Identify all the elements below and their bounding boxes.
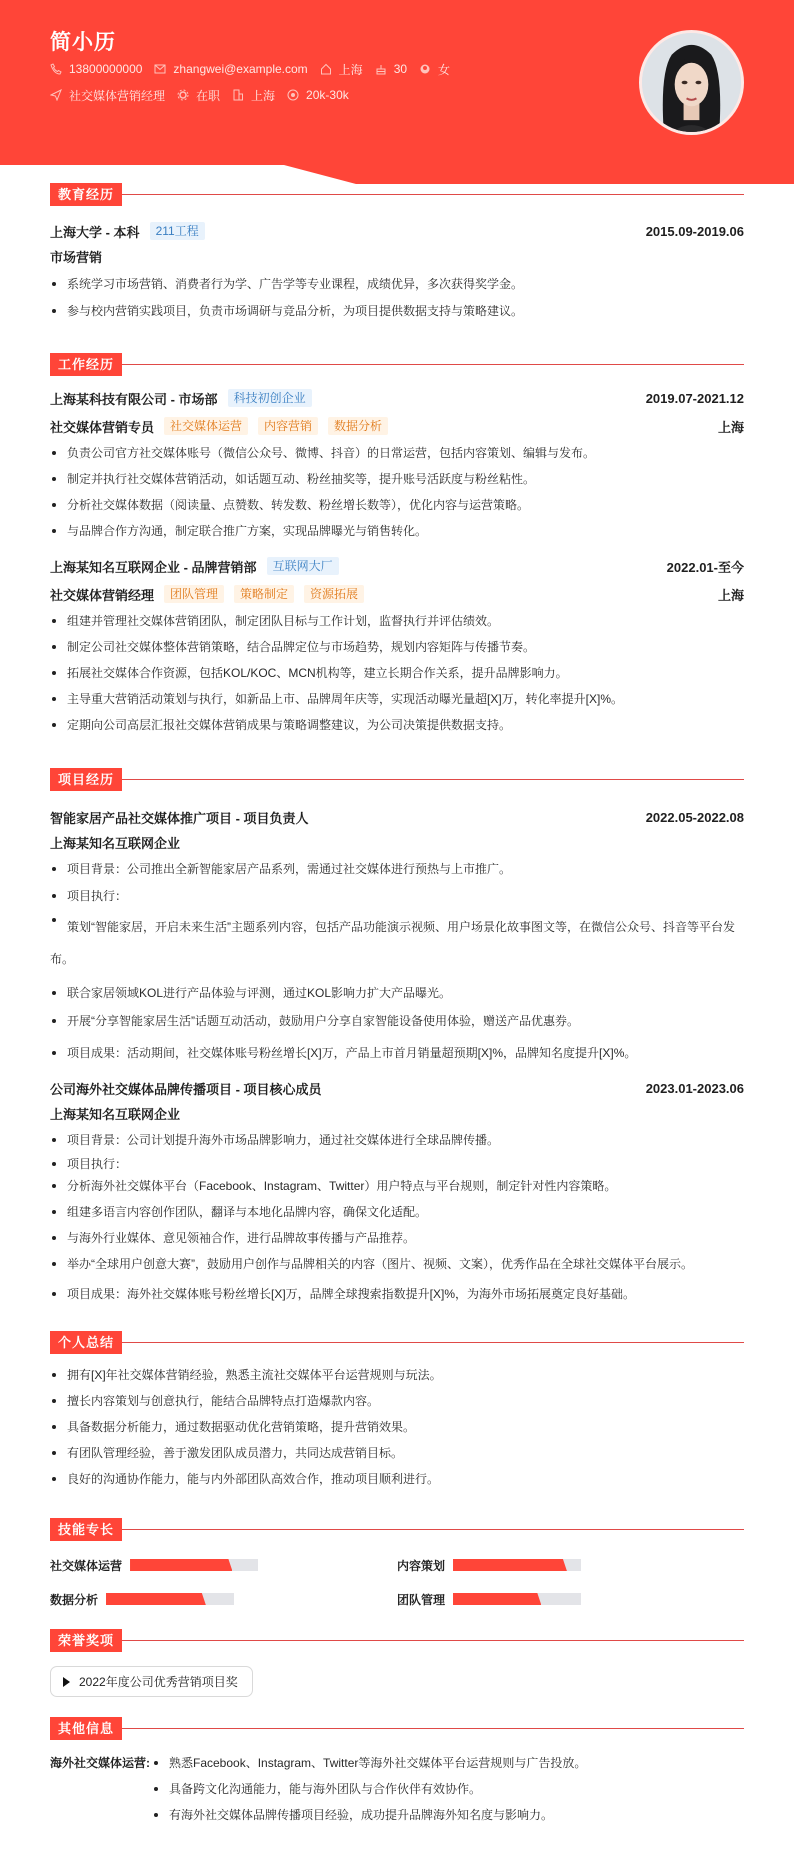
- send-icon: [50, 89, 62, 101]
- job-status: 在职: [196, 88, 221, 103]
- bullet-item: 制定公司社交媒体整体营销策略，结合品牌定位与市场趋势，规划内容矩阵与传播节奏。: [50, 638, 744, 656]
- section-divider: [122, 364, 744, 365]
- section-title-education: [50, 183, 744, 206]
- gender-icon: [419, 63, 431, 75]
- bullet-item: 组建多语言内容创作团队，翻译与本地化品牌内容，确保文化适配。: [50, 1203, 744, 1221]
- role-tag: 社交媒体运营: [164, 417, 248, 435]
- bullet-item: 熟悉Facebook、Instagram、Twitter等海外社交媒体平台运营规则与广告投放。: [152, 1750, 586, 1776]
- job-title: 社交媒体营销专员: [50, 419, 155, 435]
- skill-bar-track: [453, 1593, 581, 1605]
- avatar-photo: [642, 33, 741, 132]
- section-work: [50, 353, 744, 734]
- skill-bar-fill: [130, 1559, 232, 1571]
- section-awards: [50, 1629, 744, 1697]
- skill-item: [397, 1555, 744, 1575]
- bullet-item: 举办“全球用户创意大赛”，鼓励用户创作与品牌相关的内容（图片、视频、文案），优秀作品在全球社交媒体平台展示。: [50, 1255, 744, 1273]
- education-bullets: [50, 275, 744, 320]
- email-address: zhangwei@example.com: [173, 62, 308, 76]
- skill-bar-track: [106, 1593, 234, 1605]
- school-tag: 211工程: [150, 222, 205, 240]
- caret-right-icon: [63, 1677, 70, 1687]
- education-date: 2015.09-2019.06: [645, 223, 744, 239]
- section-title-skills: [50, 1518, 744, 1541]
- job-intent-row: [50, 82, 462, 108]
- work-bullets: [50, 612, 744, 734]
- skill-name: 社交媒体运营: [50, 1558, 123, 1573]
- bullet-item: 项目执行：: [50, 887, 744, 905]
- bullet-item: 组建并管理社交媒体营销团队，制定团队目标与工作计划，监督执行并评估绩效。: [50, 612, 744, 630]
- section-label: 技能专长: [50, 1518, 122, 1541]
- work-location: 上海: [717, 419, 744, 435]
- bullet-item: 项目背景：公司计划提升海外市场品牌影响力，通过社交媒体进行全球品牌传播。: [50, 1131, 744, 1149]
- bullet-item: 具备跨文化沟通能力，能与海外团队与合作伙伴有效协作。: [152, 1776, 586, 1802]
- bullet-item: 与海外行业媒体、意见领袖合作，进行品牌故事传播与产品推荐。: [50, 1229, 744, 1247]
- residence-city: 上海: [338, 62, 363, 77]
- resume-header: [0, 0, 794, 185]
- expected-salary: 20k-30k: [306, 88, 349, 102]
- section-title-work: [50, 353, 744, 376]
- bullet-item: 项目执行：: [50, 1155, 744, 1173]
- skill-item: [397, 1589, 744, 1609]
- gender-value: 女: [438, 62, 451, 77]
- job-status-info: [177, 87, 220, 104]
- section-divider: [122, 1529, 744, 1530]
- resume-body: [50, 183, 744, 1828]
- company-tag: 科技初创企业: [228, 389, 312, 407]
- section-divider: [122, 779, 744, 780]
- section-title-summary: [50, 1331, 744, 1354]
- project-date: 2022.05-2022.08: [645, 809, 744, 825]
- skill-bar-track: [453, 1559, 581, 1571]
- avatar: [639, 30, 744, 135]
- bullet-item: 系统学习市场营销、消费者行为学、广告学等专业课程，成绩优异，多次获得奖学金。: [50, 275, 744, 293]
- section-label: 项目经历: [50, 768, 122, 791]
- project-org: 上海某知名互联网企业: [50, 836, 181, 851]
- section-label: 教育经历: [50, 183, 122, 206]
- section-label: 荣誉奖项: [50, 1629, 122, 1652]
- status-icon: [177, 89, 189, 101]
- home-icon: [320, 63, 332, 75]
- contact-row: [50, 56, 462, 82]
- company-name: 上海某科技有限公司 - 市场部: [50, 391, 218, 407]
- section-education: [50, 183, 744, 320]
- skill-name: 团队管理: [397, 1592, 446, 1607]
- section-title-other: [50, 1717, 744, 1740]
- skill-name: 内容策划: [397, 1558, 446, 1573]
- target-position-info: [50, 87, 165, 104]
- bullet-item: 负责公司官方社交媒体账号（微信公众号、微博、抖音）的日常运营，包括内容策划、编辑与发布。: [50, 444, 744, 462]
- bullet-item: 项目成果：活动期间，社交媒体账号粉丝增长[X]万，产品上市首月销量超预期[X]%，品牌知名度提升[X]%。: [50, 1044, 744, 1062]
- project-name: 智能家居产品社交媒体推广项目 - 项目负责人: [50, 810, 309, 826]
- skill-bar-fill: [106, 1593, 206, 1605]
- bullet-item: 制定并执行社交媒体营销活动，如话题互动、粉丝抽奖等，提升账号活跃度与粉丝粘性。: [50, 470, 744, 488]
- summary-bullets: [50, 1366, 744, 1488]
- bullet-item: 项目成果：海外社交媒体账号粉丝增长[X]万，品牌全球搜索指数提升[X]%，为海外市场拓展奠定良好基础。: [50, 1285, 744, 1303]
- section-divider: [122, 1640, 744, 1641]
- award-name: 2022年度公司优秀营销项目奖: [79, 1675, 238, 1689]
- work-bullets: [50, 444, 744, 540]
- bullet-item: 有团队管理经验，善于激发团队成员潜力，共同达成营销目标。: [50, 1444, 744, 1462]
- other-info-bullets: [152, 1750, 586, 1828]
- project-bullets: [50, 1131, 744, 1303]
- other-info-label: 海外社交媒体运营:: [50, 1756, 150, 1770]
- role-tag: 内容营销: [258, 417, 318, 435]
- bullet-item: 分析海外社交媒体平台（Facebook、Instagram、Twitter）用户特点与平台规则，制定针对性内容策略。: [50, 1177, 744, 1195]
- company-tag: 互联网大厂: [267, 557, 339, 575]
- section-divider: [122, 194, 744, 195]
- section-title-awards: [50, 1629, 744, 1652]
- section-divider: [122, 1342, 744, 1343]
- section-title-projects: [50, 768, 744, 791]
- work-entry-header: [50, 555, 744, 577]
- bullet-item: 具备数据分析能力，通过数据驱动优化营销策略，提升营销效果。: [50, 1418, 744, 1436]
- gender-info: [419, 61, 450, 78]
- section-label: 其他信息: [50, 1717, 122, 1740]
- work-date: 2022.01-至今: [666, 559, 744, 575]
- email-info: [154, 62, 307, 76]
- bullet-item: 擅长内容策划与创意执行，能结合品牌特点打造爆款内容。: [50, 1392, 744, 1410]
- skill-name: 数据分析: [50, 1592, 99, 1607]
- cake-icon: [375, 63, 387, 75]
- company-name: 上海某知名互联网企业 - 品牌营销部: [50, 559, 257, 575]
- bullet-item: 联合家居领域KOL进行产品体验与评测，通过KOL影响力扩大产品曝光。: [50, 984, 744, 1002]
- bullet-item: 参与校内营销实践项目，负责市场调研与竞品分析，为项目提供数据支持与策略建议。: [50, 302, 744, 320]
- section-other: [50, 1717, 744, 1828]
- project-org: 上海某知名互联网企业: [50, 1107, 181, 1122]
- building-icon: [232, 89, 244, 101]
- major: 市场营销: [50, 250, 103, 265]
- section-projects: [50, 768, 744, 1303]
- skills-grid: [50, 1555, 744, 1609]
- role-tag: 团队管理: [164, 585, 224, 603]
- work-role-row: [50, 583, 744, 605]
- section-summary: [50, 1331, 744, 1488]
- skill-bar-fill: [453, 1559, 567, 1571]
- age-info: [375, 62, 407, 76]
- phone-icon: [50, 63, 62, 75]
- candidate-name: 简小历: [50, 31, 116, 54]
- phone-number: 13800000000: [69, 62, 143, 76]
- bullet-item: 项目背景：公司推出全新智能家居产品系列，需通过社交媒体进行预热与上市推广。: [50, 860, 744, 878]
- project-date: 2023.01-2023.06: [645, 1080, 744, 1096]
- role-tag: 数据分析: [328, 417, 388, 435]
- skill-bar-fill: [453, 1593, 541, 1605]
- phone-info: [50, 62, 142, 76]
- bullet-item: 开展“分享智能家居生活”话题互动活动，鼓励用户分享自家智能设备使用体验，赠送产品优惠券。: [50, 1012, 744, 1030]
- bullet-item: 与品牌合作方沟通，制定联合推广方案，实现品牌曝光与销售转化。: [50, 522, 744, 540]
- target-city-info: [232, 87, 275, 104]
- section-label: 工作经历: [50, 353, 122, 376]
- bullet-item: 定期向公司高层汇报社交媒体营销成果与策略调整建议，为公司决策提供数据支持。: [50, 716, 744, 734]
- school-name: 上海大学 - 本科: [50, 224, 140, 240]
- bullet-item: 策划“智能家居，开启未来生活”主题系列内容，包括产品功能演示视频、用户场景化故事图文等，在微信公众号、抖音等平台发布。: [50, 911, 744, 975]
- skill-item: [50, 1555, 397, 1575]
- bullet-item: 分析社交媒体数据（阅读量、点赞数、转发数、粉丝增长数等），优化内容与运营策略。: [50, 496, 744, 514]
- bullet-item: 拥有[X]年社交媒体营销经验，熟悉主流社交媒体平台运营规则与玩法。: [50, 1366, 744, 1384]
- target-position: 社交媒体营销经理: [69, 88, 166, 103]
- bullet-item: 主导重大营销活动策划与执行，如新品上市、品牌周年庆等，实现活动曝光量超[X]万，转化率提升[X]%。: [50, 690, 744, 708]
- education-entry-header: [50, 220, 744, 242]
- bullet-item: 有海外社交媒体品牌传播项目经验，成功提升品牌海外知名度与影响力。: [152, 1802, 586, 1828]
- skill-bar-track: [130, 1559, 258, 1571]
- target-city: 上海: [251, 88, 276, 103]
- section-label: 个人总结: [50, 1331, 122, 1354]
- job-title: 社交媒体营销经理: [50, 587, 155, 603]
- work-role-row: [50, 415, 744, 437]
- salary-icon: [287, 89, 299, 101]
- age-value: 30: [393, 62, 408, 76]
- role-tag: 资源拓展: [304, 585, 364, 603]
- section-divider: [122, 1728, 744, 1729]
- salary-info: [287, 88, 349, 102]
- header-content: [50, 26, 462, 108]
- bullet-item: 良好的沟通协作能力，能与内外部团队高效合作，推动项目顺利进行。: [50, 1470, 744, 1488]
- other-info-row: [50, 1750, 744, 1828]
- project-entry-header: [50, 806, 744, 828]
- section-skills: [50, 1518, 744, 1609]
- work-date: 2019.07-2021.12: [645, 390, 744, 406]
- award-item[interactable]: [50, 1666, 253, 1697]
- mail-icon: [154, 63, 166, 75]
- residence-info: [320, 61, 363, 78]
- skill-item: [50, 1589, 397, 1609]
- work-entry-header: [50, 387, 744, 409]
- project-name: 公司海外社交媒体品牌传播项目 - 项目核心成员: [50, 1081, 322, 1097]
- project-entry-header: [50, 1077, 744, 1099]
- project-bullets: [50, 860, 744, 1062]
- work-location: 上海: [717, 587, 744, 603]
- role-tag: 策略制定: [234, 585, 294, 603]
- bullet-item: 拓展社交媒体合作资源，包括KOL/KOC、MCN机构等，建立长期合作关系，提升品牌影响力。: [50, 664, 744, 682]
